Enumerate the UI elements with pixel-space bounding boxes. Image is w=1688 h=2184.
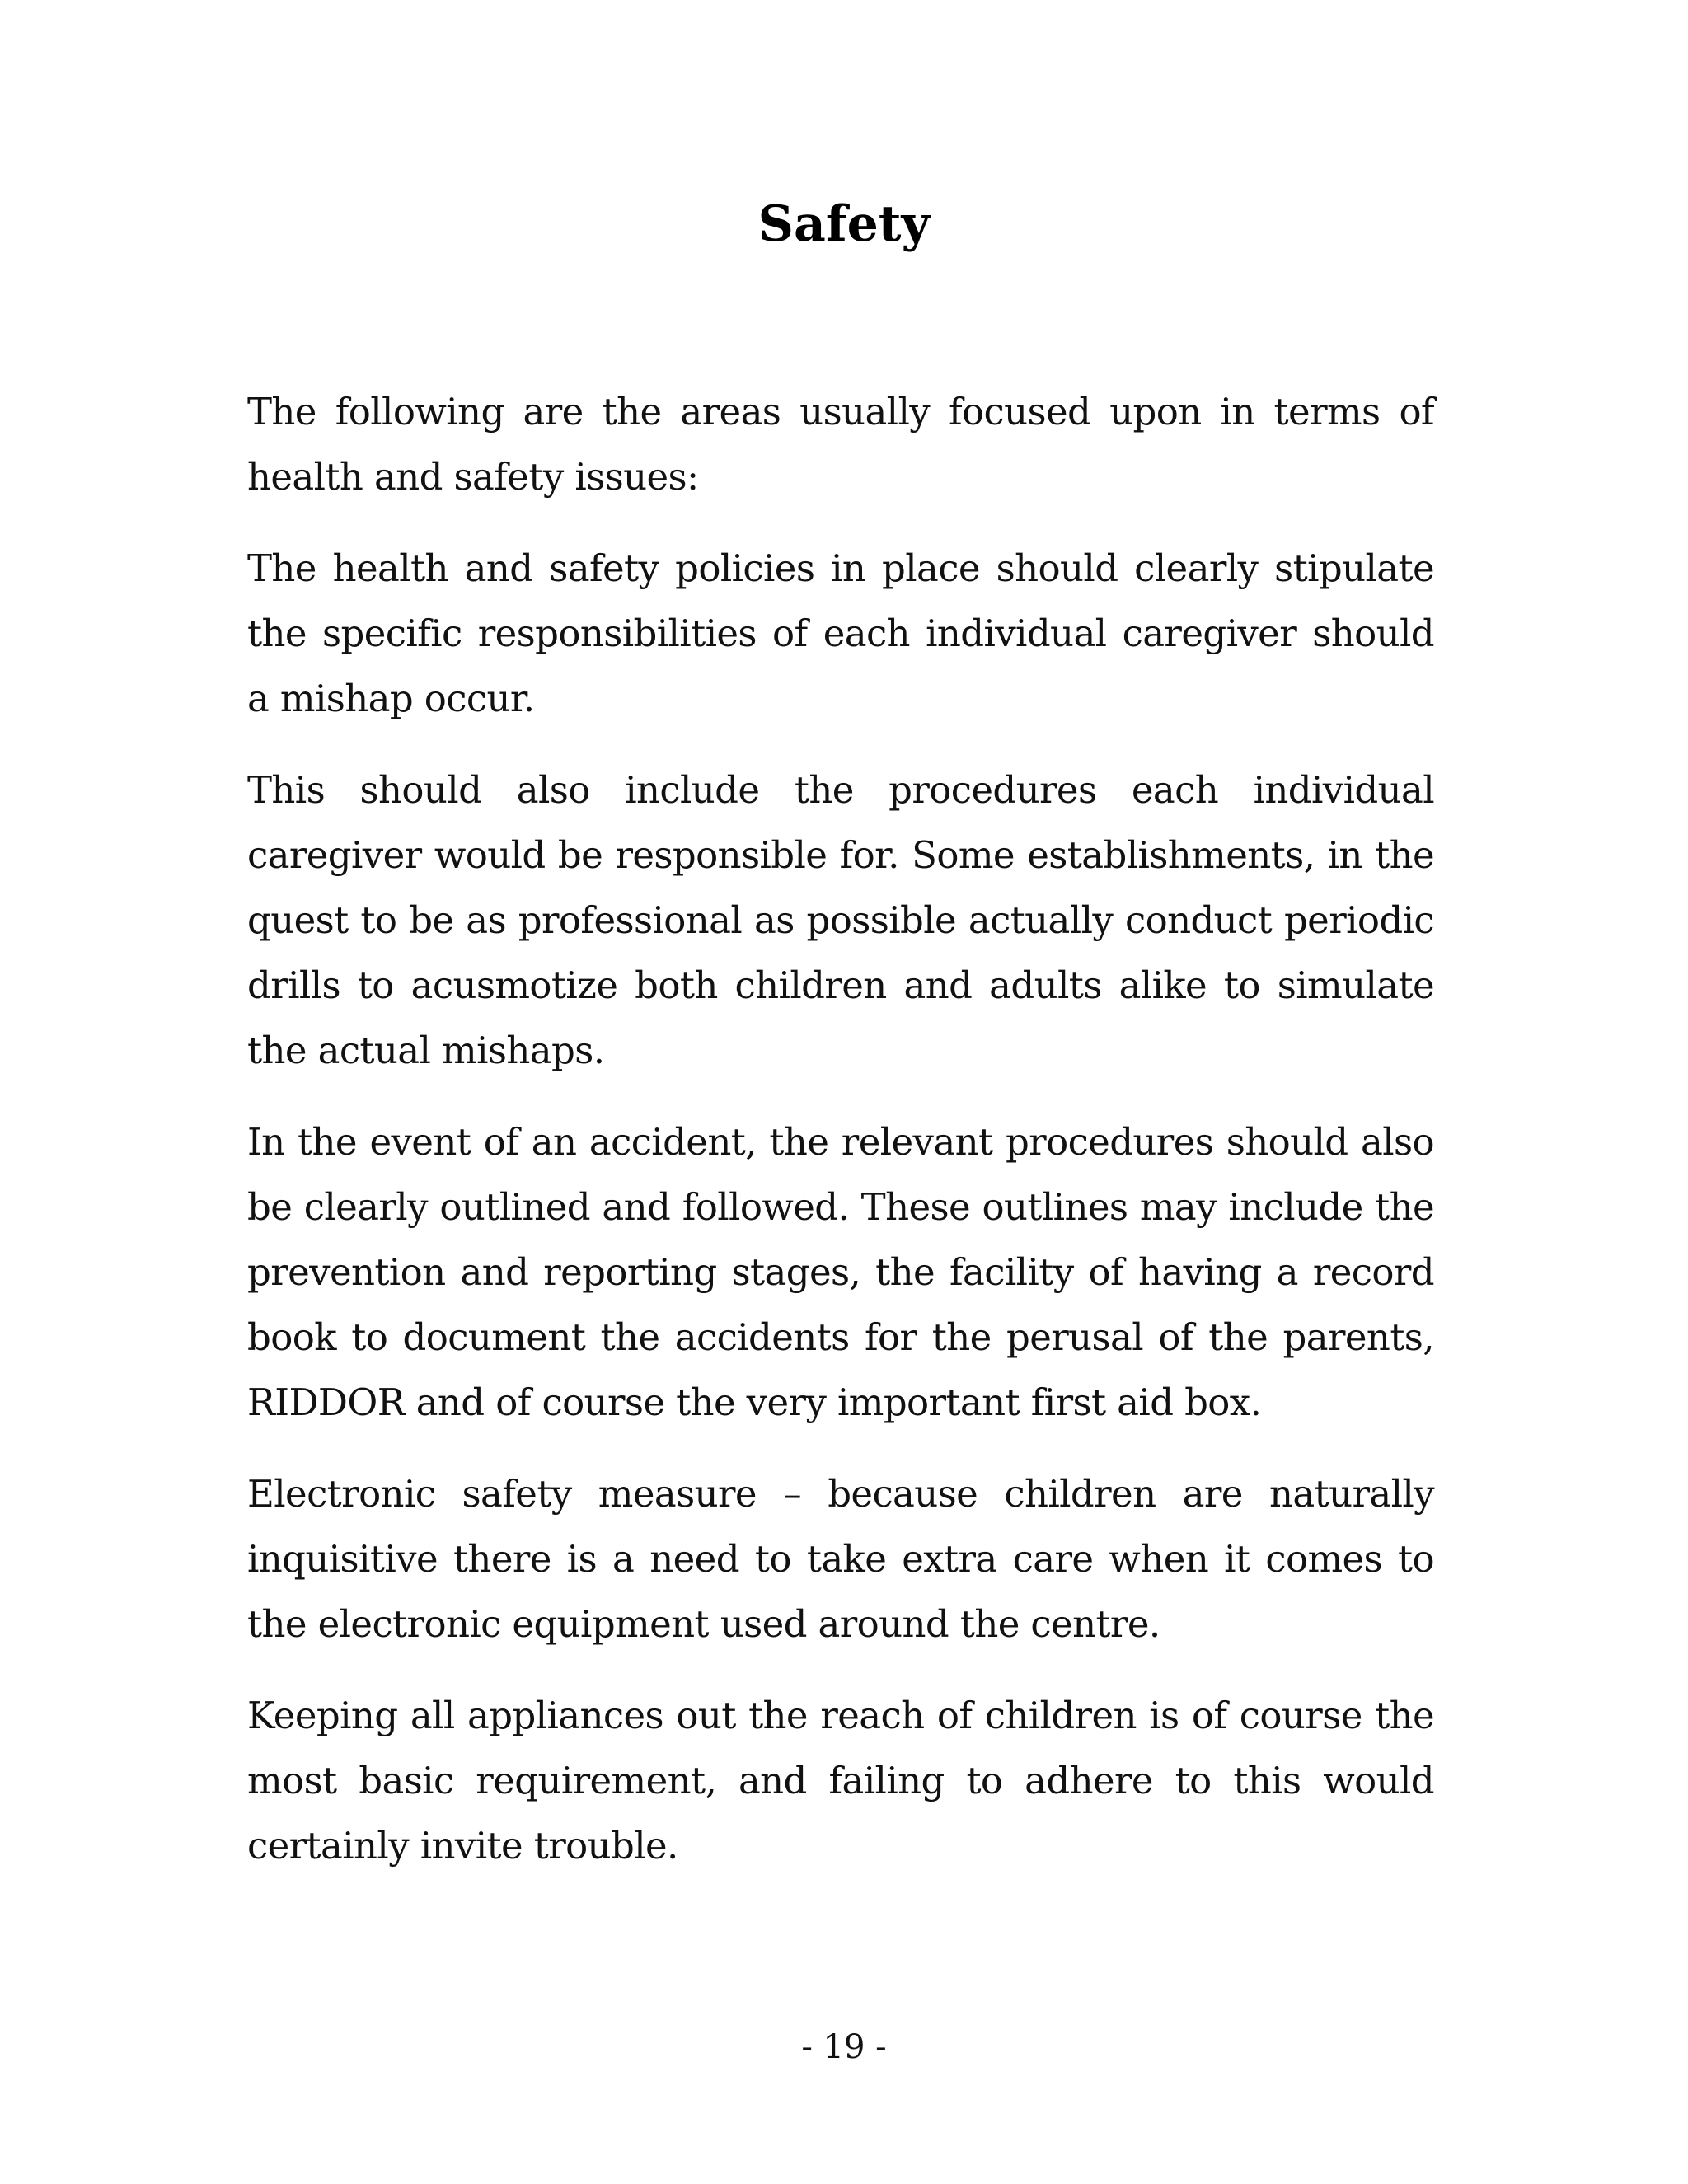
body-text bbox=[247, 379, 1434, 1905]
paragraph-5: Electronic safety measure – because children are naturally inquisitive there is a need to take extra care when it comes to the electronic equipment used around the centre. bbox=[247, 1472, 1434, 1646]
page-number: - 19 - bbox=[801, 2028, 887, 2066]
page-title: Safety bbox=[757, 195, 931, 253]
paragraph-4: In the event of an accident, the relevant procedures should also be clearly outlined and followed. These outlines may include the prevention and reporting stages, the facility of having a record book to document the accidents for the perusal of the parents, RIDDOR and of course the very important first aid box. bbox=[247, 1120, 1434, 1424]
paragraph-1: The following are the areas usually focused upon in terms of health and safety issues: bbox=[247, 390, 1434, 499]
paragraph-2: The health and safety policies in place should clearly stipulate the specific responsibilities of each individual caregiver should a mishap occur. bbox=[247, 546, 1434, 720]
paragraph-3: This should also include the procedures each individual caregiver would be responsible for. Some establishments, in the quest to be as professional as possible actually conduct periodic drills to acusmotize both children and adults alike to simulate the actual mishaps. bbox=[247, 768, 1434, 1072]
paragraph-6: Keeping all appliances out the reach of children is of course the most basic requirement, and failing to adhere to this would certainly invite trouble. bbox=[247, 1694, 1434, 1868]
